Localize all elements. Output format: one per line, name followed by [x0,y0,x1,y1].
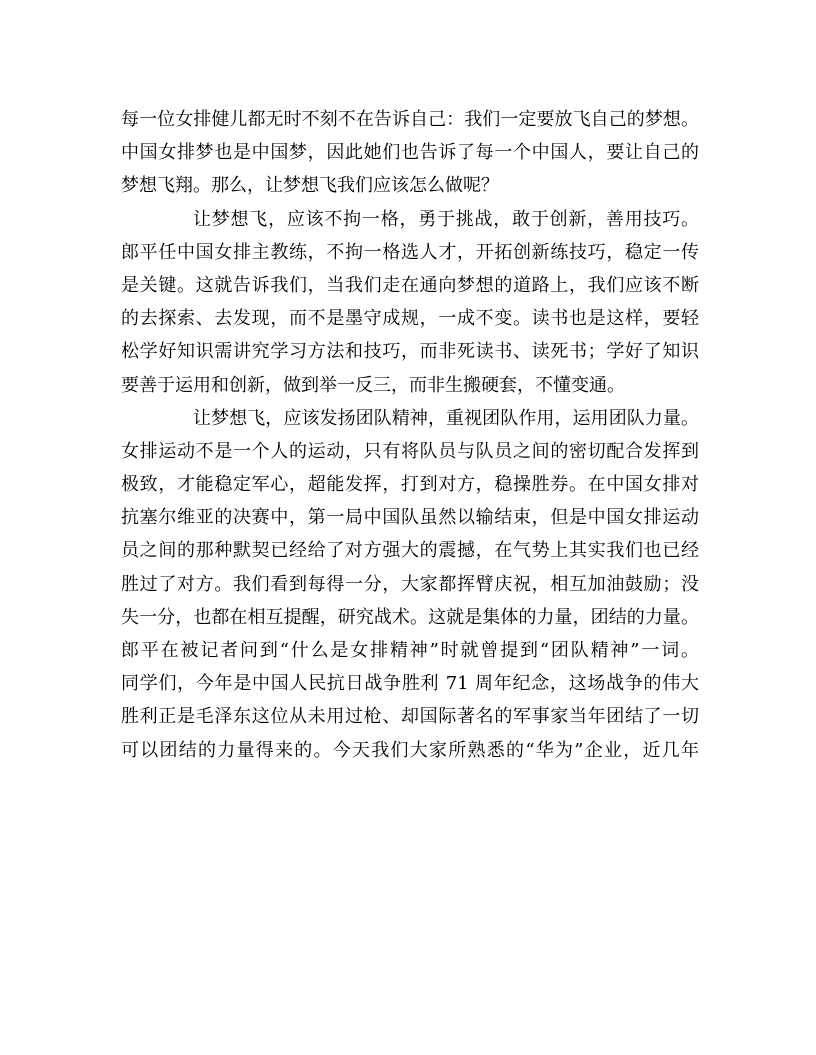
text-line: 中国女排梦也是中国梦，因此她们也告诉了每一个中国人，要让自己的 [121,142,699,164]
text-line: 失一分，也都在相互提醒，研究战术。这就是集体的力量，团结的力量。 [121,606,699,628]
text-line: 员之间的那种默契已经给了对方强大的震撼，在气势上其实我们也已经 [121,540,699,562]
text-line: 郎平在被记者问到“什么是女排精神”时就曾提到“团队精神”一词。 [121,640,699,661]
text-line: 的去探索、去发现，而不是墨守成规，一成不变。读书也是这样，要轻 [121,308,699,330]
text-line: 松学好知识需讲究学习方法和技巧，而非死读书、读死书；学好了知识 [121,341,699,363]
paragraph-3 [121,403,699,766]
text-line: 胜过了对方。我们看到每得一分，大家都挥臂庆祝，相互加油鼓励；没 [121,573,699,595]
paragraph-2 [121,204,699,401]
paragraph-1 [121,104,699,201]
text-line: 让梦想飞，应该发扬团队精神，重视团队作用，运用团队力量。 [193,407,699,429]
text-line: 极致，才能稳定军心，超能发挥，打到对方，稳操胜券。在中国女排对 [121,474,699,496]
text-line: 同学们，今年是中国人民抗日战争胜利 71 周年纪念，这场战争的伟大 [121,673,699,695]
text-line: 可以团结的力量得来的。今天我们大家所熟悉的“华为”企业，近几年 [121,739,699,761]
text-line: 女排运动不是一个人的运动，只有将队员与队员之间的密切配合发挥到 [121,440,699,462]
text-line: 是关键。这就告诉我们，当我们走在通向梦想的道路上，我们应该不断 [121,274,699,296]
text-line: 郎平任中国女排主教练，不拘一格选人才，开拓创新练技巧，稳定一传 [121,241,699,263]
text-line: 抗塞尔维亚的决赛中，第一局中国队虽然以输结束，但是中国女排运动 [121,507,699,529]
document-body [121,104,699,768]
text-line: 每一位女排健儿都无时不刻不在告诉自己：我们一定要放飞自己的梦想。 [121,109,699,130]
text-line: 胜利正是毛泽东这位从未用过枪、却国际著名的军事家当年团结了一切 [121,706,699,728]
text-line: 要善于运用和创新，做到举一反三，而非生搬硬套，不懂变通。 [121,374,625,396]
text-line: 让梦想飞，应该不拘一格，勇于挑战，敢于创新，善用技巧。 [193,208,699,230]
text-line: 梦想飞翔。那么，让梦想飞我们应该怎么做呢？ [121,175,499,197]
